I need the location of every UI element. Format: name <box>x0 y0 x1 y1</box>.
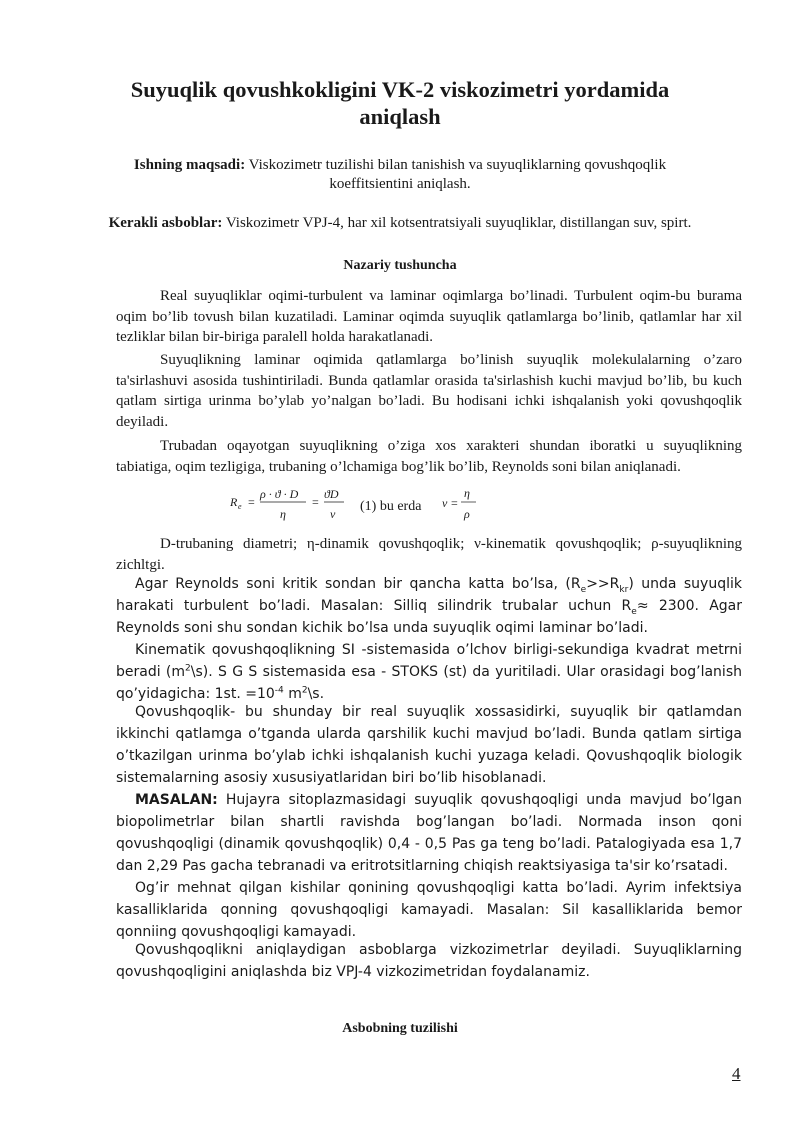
formula-num3: η <box>464 486 470 500</box>
p5-text-a: Agar Reynolds soni kritik sondan bir qancha katta bo’lsa, (R <box>135 576 581 592</box>
page-title: Suyuqlik qovushkokligini VK-2 viskozimetri yordamida aniqlash <box>130 77 670 129</box>
svg-text:=: = <box>248 495 255 509</box>
paragraph-9: Og’ir mehnat qilgan kishilar qonining qovushqoqligi katta bo’ladi. Ayrim infektsiya kasalliklarida qonning qovushqoqligi kamayadi. Masalan: Sil kasalliklarida bemor qonniing qovushqoqligi kamayadi. <box>116 880 742 940</box>
svg-text:=: = <box>451 496 458 510</box>
device-heading: Asbobning tuzilishi <box>342 1021 458 1036</box>
formula-eq-label: (1) bu erda <box>360 499 422 514</box>
paragraph-2: Suyuqlikning laminar oqimida qatlamlarga bo’linish suyuqlik molekulalarning o’zaro ta'sirlashuvi asosida tushintiriladi. Bunda qatlamlar orasida ta'sirlashish kuchi mavjud bo’lib, bu kuch qatlam sirtiga urinma bo’ylab yo’nalgan bo’ladi. Bu hodisani ichki ishqalanish yoki qovushqoqlik deyiladi. <box>116 352 742 430</box>
reynolds-formula <box>230 482 530 524</box>
paragraph-3: Trubadan oqayotgan suyuqlikning o’ziga xos xarakteri shundan iboratki u suyuqlikning tabiatiga, oqim tezligiga, trubaning o’lchamiga bog’lik bo’lib, Reynolds soni bilan aniqlanadi. <box>116 438 742 475</box>
p8-label: MASALAN: <box>135 792 218 808</box>
p6-text-a: Kinematik qovushqoqlikning SI -sistemasida o’lchov birligi-sekundiga kvadrat metrni beradi (m <box>116 642 742 680</box>
p6-sup-3: 2 <box>301 685 308 696</box>
formula-lhs-sub: e <box>238 502 242 511</box>
tools-label: Kerakli asboblar: <box>108 215 223 231</box>
p5-sub-3: e <box>631 606 637 617</box>
purpose-label: Ishning maqsadi: <box>133 157 246 173</box>
formula-den2: ν <box>330 507 336 521</box>
paragraph-6 <box>116 639 742 705</box>
paragraph-4: D-trubaning diametri; η-dinamik qovushqoqlik; ν-kinematik qovushqoqlik; ρ-suyuqlikning zichltgi. <box>116 536 742 573</box>
tools-block <box>100 214 700 233</box>
p6-text-c: m <box>283 686 302 702</box>
theory-heading: Nazariy tushuncha <box>343 258 457 273</box>
p8-text: Hujayra sitoplazmasidagi suyuqlik qovushqoqligi unda mavjud bo’lgan biopolimetrlar bilan shartli ravishda bog’langan bo’ladi. Normada inson qoni qovushqoqligi (dinamik qovushqoqlik) 0,4 - 0,5 Pas ga teng bo’ladi. Patalogiyada esa 1,7 dan 2,29 Pas gacha tebranadi va eritrotsitlarning chiqish reaktsiyasiga ta'sir ko’rsatadi. <box>116 792 742 874</box>
p5-text-b: >>R <box>586 576 620 592</box>
p6-sup-1: 2 <box>185 663 191 674</box>
p6-text-b: \s). S G S sistemasida esa - STOKS (st) da yuritiladi. Ular orasidagi bog’lanish qo’yidagicha: 1st. =10 <box>116 664 742 702</box>
formula-num2: ϑD <box>324 487 339 501</box>
purpose-text: Viskozimetr tuzilishi bilan tanishish va suyuqliklarning qovushqoqlik koeffitsientini aniqlash. <box>245 157 667 192</box>
paragraph-8 <box>116 789 742 877</box>
p5-text-c: ) unda suyuqlik harakati turbulent bo’ladi. Masalan: Silliq silindrik trubalar uchun R <box>116 576 742 614</box>
paragraph-1: Real suyuqliklar oqimi-turbulent va laminar oqimlarga bo’linadi. Turbulent oqim-bu burama oqim bo’lib tovush bilan kuzatiladi. Laminar oqimda suyuqlik qatlamlarga bo’linib, qatlamlar har xil tezliklar bilan bir-biriga paralell holda harakatlanadi. <box>116 288 742 345</box>
formula-nu: ν <box>442 496 448 510</box>
p6-sup-2: -4 <box>274 685 284 696</box>
p5-text-d: ≈ 2300. Agar Reynolds soni shu sondan kichik bo’lsa unda suyuqlik oqimi laminar bo’ladi. <box>116 598 743 636</box>
page-number: 4 <box>732 1064 741 1083</box>
svg-text:=: = <box>312 495 319 509</box>
p5-sub-2: kr <box>619 584 629 595</box>
paragraph-5 <box>116 573 742 639</box>
purpose-block <box>116 156 684 194</box>
formula-den1: η <box>280 507 286 521</box>
formula-den3: ρ <box>464 507 470 521</box>
formula-lhs: R <box>230 495 238 509</box>
p6-text-d: \s. <box>307 686 325 702</box>
paragraph-10: Qovushqoqlikni aniqlaydigan asboblarga vizkozimetrlar deyiladi. Suyuqliklarning qovushqoqligini aniqlashda biz VPJ-4 vizkozimetridan foydalanamiz. <box>116 942 742 980</box>
paragraph-7: Qovushqoqlik- bu shunday bir real suyuqlik xossasidirki, suyuqlik bir qatlamdan ikkinchi qatlamga o’tganda ularda qarshilik kuchi mavjud bo’ladi. Bunda qatlam sirtiga o’tkazilgan urinma bo’ylab ichki ishqalanish kuchi yuzaga keladi. Qovushqoqlik biologik sistemalarning asosiy xususiyatlaridan biri bo’lib hisoblanadi. <box>116 704 742 786</box>
tools-text: Viskozimetr VPJ-4, har xil kotsentratsiyali suyuqliklar, distillangan suv, spirt. <box>222 215 692 231</box>
p5-sub-1: e <box>580 584 587 595</box>
formula-num1: ρ · ϑ · D <box>260 487 299 501</box>
